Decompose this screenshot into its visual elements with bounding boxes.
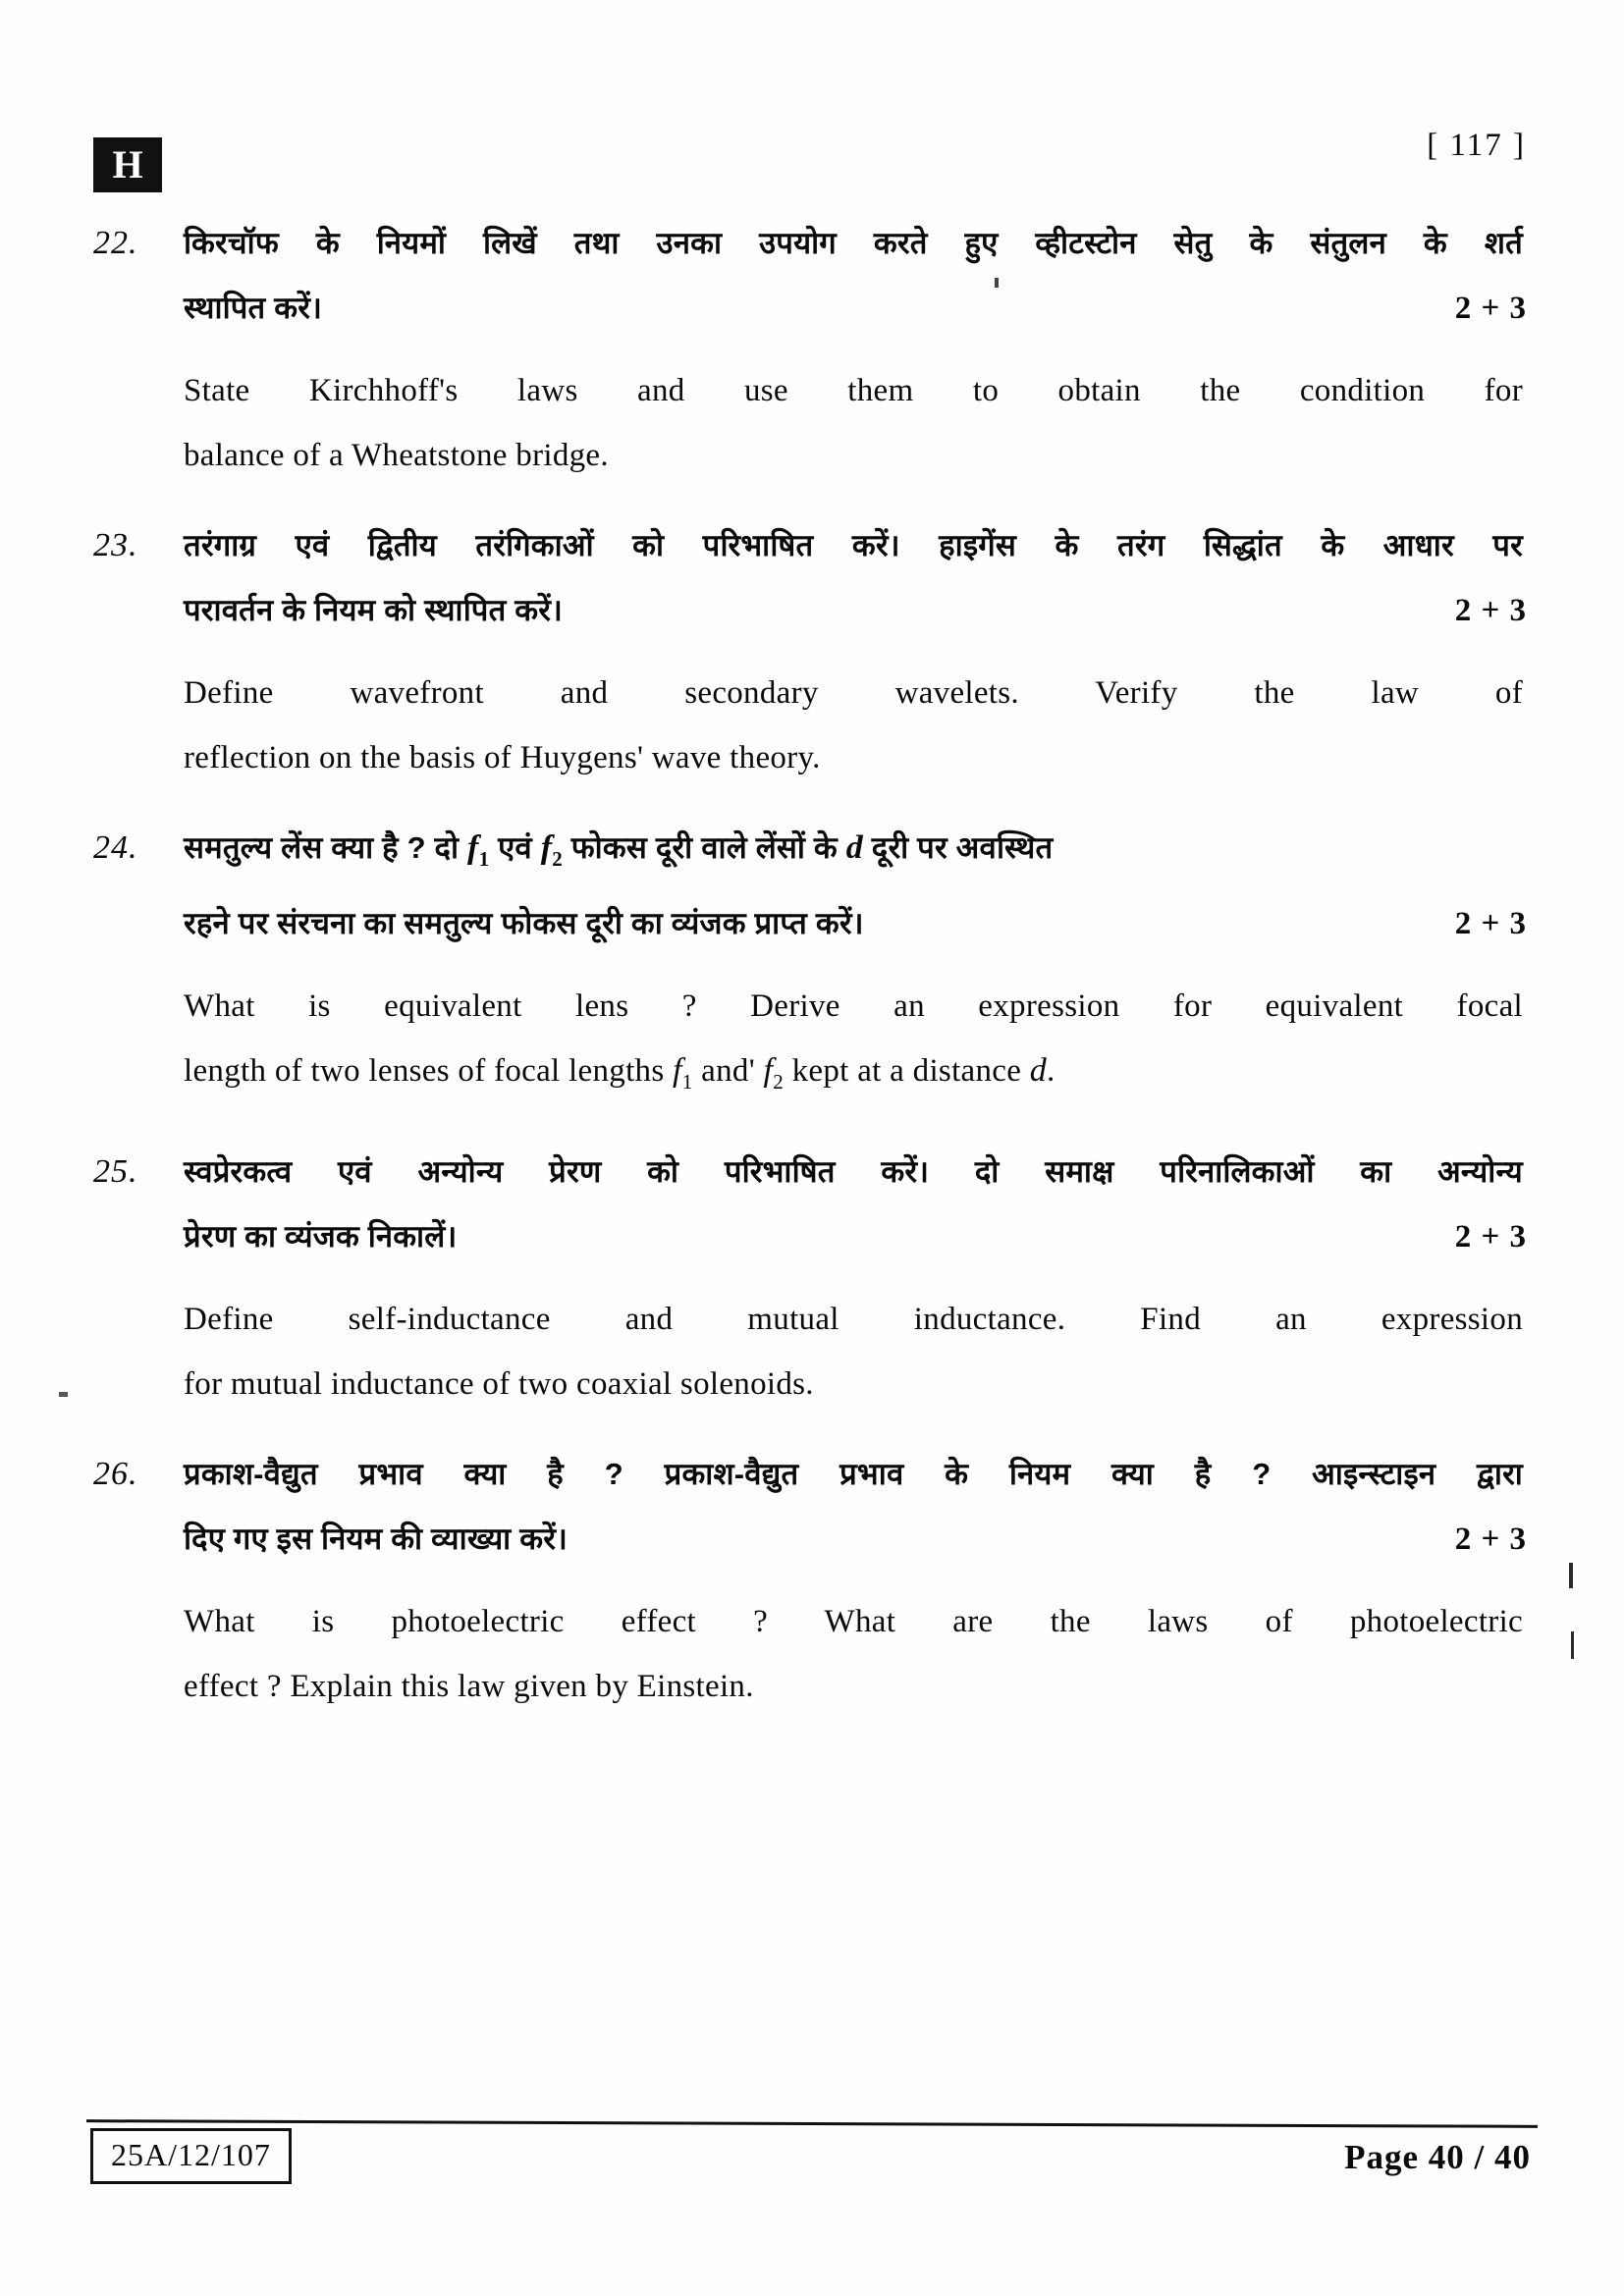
- math-symbol: f: [467, 829, 479, 866]
- spacer: [184, 643, 1527, 661]
- math-subscript: 1: [681, 1069, 693, 1094]
- question-block: [93, 513, 1527, 790]
- english-line: for mutual inductance of two coaxial solenoids.: [184, 1365, 814, 1402]
- page-header: [93, 118, 1526, 187]
- spacer: [184, 1572, 1527, 1589]
- spacer: [184, 341, 1527, 358]
- english-text: kept at a distance: [784, 1052, 1030, 1089]
- hindi-line-with-math: [184, 816, 1527, 891]
- question-number: 24.: [93, 829, 138, 866]
- english-line: reflection on the basis of Huygens' wave theory.: [184, 740, 821, 775]
- hindi-line: स्वप्रेरकत्व एवं अन्योन्य प्रेरण को परिभाषित करें। दो समाक्ष परिनालिकाओं का अन्योन्य: [184, 1153, 1523, 1189]
- paper-code: 25A/12/107: [90, 2128, 292, 2184]
- english-line: Define self-inductance and mutual inductance. Find an expression: [184, 1301, 1523, 1337]
- marks-value: 2 + 3: [1454, 1521, 1527, 1557]
- question-body: [184, 1442, 1527, 1719]
- marks-value: 2 + 3: [1454, 291, 1527, 326]
- subject-badge-h: H: [93, 137, 162, 192]
- english-text: and': [692, 1052, 764, 1089]
- question-number: 26.: [93, 1455, 138, 1492]
- english-line: What is equivalent lens ? Derive an expression for equivalent focal: [184, 988, 1523, 1024]
- english-text: .: [1047, 1052, 1056, 1089]
- math-symbol: f: [540, 829, 553, 866]
- questions-container: [93, 211, 1527, 1744]
- hindi-line: तरंगाग्र एवं द्वितीय तरंगिकाओं को परिभाषित करें। हाइगेंस के तरंग सिद्धांत के आधार पर: [184, 528, 1523, 562]
- hindi-line: प्रेरण का व्यंजक निकालें।: [184, 1218, 458, 1254]
- question-body: [184, 513, 1527, 790]
- math-variable-f2: [763, 1051, 785, 1094]
- hindi-line-with-marks: [184, 578, 1527, 643]
- hindi-line-with-marks: [184, 891, 1527, 956]
- question-block: [93, 1442, 1527, 1719]
- question-block: [93, 816, 1527, 1114]
- hindi-line-with-marks: [184, 276, 1527, 341]
- hindi-text: दूरी पर अवस्थित: [862, 830, 1054, 865]
- english-line: Define wavefront and secondary wavelets. Verify the law of: [184, 675, 1523, 711]
- question-body: [184, 211, 1527, 488]
- footer-divider: [86, 2119, 1538, 2128]
- question-block: [93, 211, 1527, 488]
- marks-value: 2 + 3: [1454, 1218, 1527, 1255]
- math-variable-d: d: [1029, 1051, 1048, 1089]
- english-text: length of two lenses of focal lengths: [184, 1052, 674, 1089]
- math-subscript: 2: [773, 1069, 785, 1094]
- hindi-text: फोकस दूरी वाले लेंसों के: [562, 830, 846, 865]
- page-number: Page 40 / 40: [1344, 2138, 1531, 2176]
- hindi-line: प्रकाश-वैद्युत प्रभाव क्या है ? प्रकाश-वैद्युत प्रभाव के नियम क्या है ? आइन्स्टाइन द्वारा: [184, 1456, 1523, 1491]
- question-number: 25.: [93, 1152, 138, 1190]
- hindi-line: परावर्तन के नियम को स्थापित करें।: [184, 593, 564, 627]
- hindi-text: समतुल्य लेंस क्या है ? दो: [184, 830, 468, 865]
- english-line: What is photoelectric effect ? What are the laws of photoelectric: [184, 1603, 1523, 1639]
- hindi-line: रहने पर संरचना का समतुल्य फोकस दूरी का व्यंजक प्राप्त करें।: [184, 905, 864, 940]
- hindi-line: दिए गए इस नियम की व्याख्या करें।: [184, 1521, 568, 1556]
- hindi-line-with-marks: [184, 1204, 1527, 1269]
- spacer: [184, 956, 1527, 974]
- hindi-line: स्थापित करें।: [184, 291, 323, 325]
- spacer: [184, 1269, 1527, 1287]
- question-body: [184, 1140, 1527, 1416]
- question-number: 22.: [93, 225, 138, 261]
- page-marker: [ 117 ]: [1427, 128, 1526, 163]
- marks-value: 2 + 3: [1454, 593, 1527, 628]
- math-variable-f1: [673, 1051, 693, 1094]
- hindi-line-with-marks: [184, 1507, 1527, 1572]
- english-line: effect ? Explain this law given by Einstein.: [184, 1668, 754, 1704]
- hindi-text: एवं: [489, 830, 541, 865]
- math-variable-f1: [467, 829, 490, 871]
- scan-artifact: [59, 1392, 68, 1397]
- math-subscript: 1: [478, 846, 490, 871]
- question-body: [184, 816, 1527, 1114]
- question-number: 23.: [93, 527, 138, 563]
- scan-artifact: [1569, 1563, 1573, 1588]
- english-line: State Kirchhoff's laws and use them to obtain the condition for: [184, 373, 1523, 408]
- marks-value: 2 + 3: [1454, 905, 1527, 941]
- math-variable-f2: [540, 829, 563, 871]
- math-symbol: f: [673, 1051, 682, 1089]
- math-variable-d: d: [845, 829, 863, 866]
- math-subscript: 2: [552, 846, 563, 871]
- scan-artifact: [1571, 1631, 1574, 1659]
- english-line-with-math: [184, 1039, 1527, 1114]
- hindi-line: किरचॉफ के नियमों लिखें तथा उनका उपयोग करते हुए व्हीटस्टोन सेतु के संतुलन के शर्त: [184, 226, 1523, 260]
- math-symbol: f: [763, 1051, 774, 1089]
- scan-artifact: [995, 278, 999, 288]
- english-line: balance of a Wheatstone bridge.: [184, 438, 609, 473]
- question-block: [93, 1140, 1527, 1416]
